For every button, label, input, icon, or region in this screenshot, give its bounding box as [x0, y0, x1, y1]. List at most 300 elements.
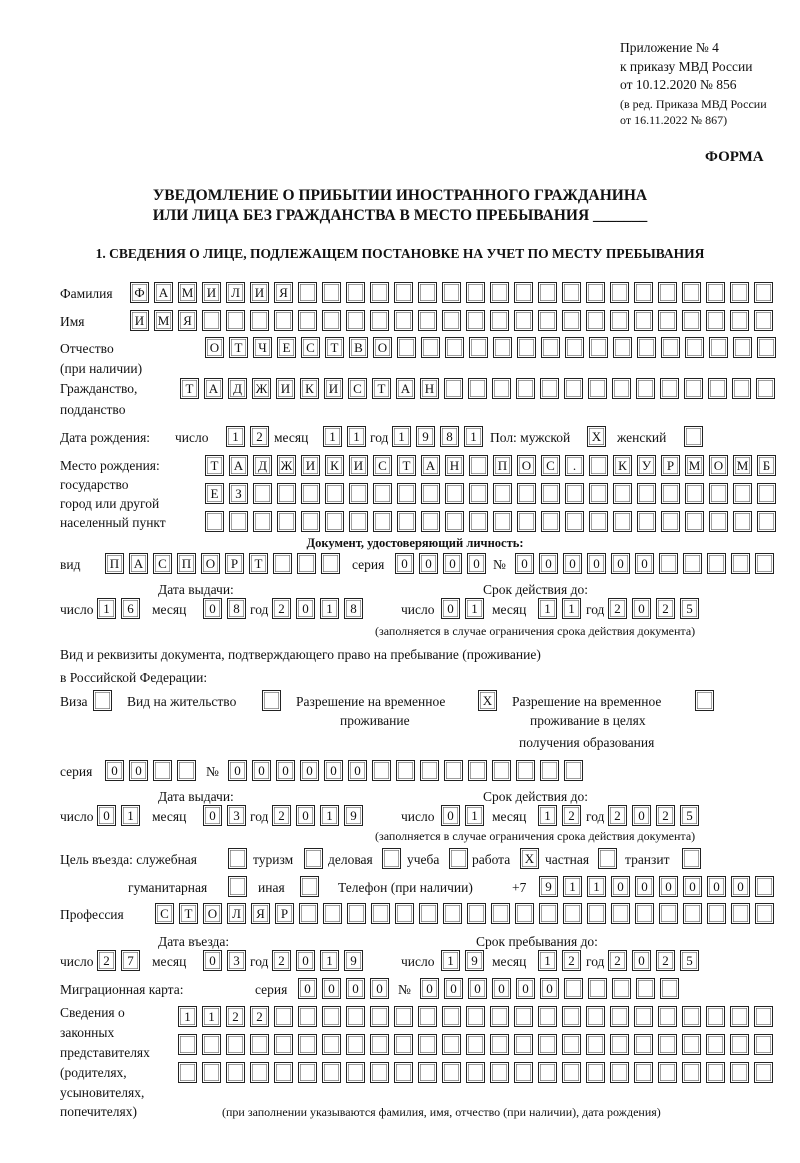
char-box[interactable]: [709, 511, 728, 532]
char-box[interactable]: [733, 337, 752, 358]
char-box[interactable]: 0: [468, 978, 487, 999]
char-box[interactable]: 0: [419, 553, 438, 574]
char-box[interactable]: [397, 511, 416, 532]
char-box[interactable]: [202, 310, 221, 331]
char-box[interactable]: [442, 310, 461, 331]
checkbox-box[interactable]: X: [587, 426, 606, 447]
char-box[interactable]: К: [300, 378, 319, 399]
char-box[interactable]: [588, 378, 607, 399]
residence-permit-checkbox[interactable]: [262, 690, 286, 712]
patronymic-field[interactable]: [205, 337, 781, 359]
char-box[interactable]: 2: [608, 598, 627, 619]
char-box[interactable]: М: [733, 455, 752, 476]
char-box[interactable]: 6: [121, 598, 140, 619]
char-box[interactable]: 1: [587, 876, 606, 897]
issue-year-field[interactable]: [272, 598, 368, 620]
char-box[interactable]: [274, 1006, 293, 1027]
char-box[interactable]: [707, 553, 726, 574]
char-box[interactable]: 1: [323, 426, 342, 447]
char-box[interactable]: [757, 483, 776, 504]
char-box[interactable]: О: [517, 455, 536, 476]
char-box[interactable]: 2: [250, 1006, 269, 1027]
char-box[interactable]: [562, 1006, 581, 1027]
char-box[interactable]: [708, 378, 727, 399]
char-box[interactable]: [445, 483, 464, 504]
char-box[interactable]: [589, 455, 608, 476]
char-box[interactable]: Ф: [130, 282, 149, 303]
char-box[interactable]: И: [349, 455, 368, 476]
char-box[interactable]: [685, 511, 704, 532]
char-box[interactable]: Т: [249, 553, 268, 574]
char-box[interactable]: 0: [203, 598, 222, 619]
char-box[interactable]: 7: [121, 950, 140, 971]
char-box[interactable]: [586, 1062, 605, 1083]
char-box[interactable]: [730, 1006, 749, 1027]
char-box[interactable]: 2: [226, 1006, 245, 1027]
char-box[interactable]: [468, 760, 487, 781]
char-box[interactable]: [538, 1062, 557, 1083]
char-box[interactable]: [298, 282, 317, 303]
purpose-official-checkbox[interactable]: [228, 848, 252, 870]
char-box[interactable]: [493, 337, 512, 358]
char-box[interactable]: [660, 978, 679, 999]
char-box[interactable]: Ж: [277, 455, 296, 476]
char-box[interactable]: 8: [227, 598, 246, 619]
char-box[interactable]: [346, 1034, 365, 1055]
char-box[interactable]: [490, 282, 509, 303]
char-box[interactable]: [661, 511, 680, 532]
char-box[interactable]: 0: [635, 876, 654, 897]
char-box[interactable]: [298, 1062, 317, 1083]
char-box[interactable]: [325, 511, 344, 532]
char-box[interactable]: [731, 903, 750, 924]
representatives-field[interactable]: [178, 1034, 778, 1056]
char-box[interactable]: 2: [608, 805, 627, 826]
char-box[interactable]: 9: [539, 876, 558, 897]
char-box[interactable]: [732, 378, 751, 399]
entry-month-field[interactable]: [203, 950, 251, 972]
valid-year-field[interactable]: [608, 805, 704, 827]
char-box[interactable]: К: [325, 455, 344, 476]
char-box[interactable]: [229, 511, 248, 532]
until-month-field[interactable]: [538, 950, 586, 972]
char-box[interactable]: 0: [97, 805, 116, 826]
char-box[interactable]: З: [229, 483, 248, 504]
char-box[interactable]: Д: [253, 455, 272, 476]
char-box[interactable]: [370, 310, 389, 331]
char-box[interactable]: 0: [611, 553, 630, 574]
char-box[interactable]: [682, 1062, 701, 1083]
char-box[interactable]: [419, 903, 438, 924]
char-box[interactable]: 1: [320, 805, 339, 826]
char-box[interactable]: [612, 978, 631, 999]
char-box[interactable]: [322, 1034, 341, 1055]
char-box[interactable]: 0: [683, 876, 702, 897]
char-box[interactable]: [349, 483, 368, 504]
char-box[interactable]: [610, 310, 629, 331]
char-box[interactable]: [707, 903, 726, 924]
char-box[interactable]: 0: [395, 553, 414, 574]
char-box[interactable]: [370, 1034, 389, 1055]
char-box[interactable]: [466, 1034, 485, 1055]
char-box[interactable]: [274, 310, 293, 331]
char-box[interactable]: Д: [228, 378, 247, 399]
char-box[interactable]: [418, 1006, 437, 1027]
char-box[interactable]: 1: [538, 598, 557, 619]
char-box[interactable]: [274, 1034, 293, 1055]
char-box[interactable]: 1: [178, 1006, 197, 1027]
char-box[interactable]: 1: [563, 876, 582, 897]
char-box[interactable]: [250, 310, 269, 331]
char-box[interactable]: [709, 483, 728, 504]
char-box[interactable]: [514, 1006, 533, 1027]
checkbox-box[interactable]: [262, 690, 281, 711]
char-box[interactable]: [418, 1034, 437, 1055]
char-box[interactable]: 0: [659, 876, 678, 897]
char-box[interactable]: [659, 903, 678, 924]
char-box[interactable]: 1: [226, 426, 245, 447]
char-box[interactable]: [492, 378, 511, 399]
purpose-other-checkbox[interactable]: [300, 876, 324, 898]
char-box[interactable]: [371, 903, 390, 924]
char-box[interactable]: [589, 511, 608, 532]
char-box[interactable]: [301, 483, 320, 504]
entry-year-field[interactable]: [272, 950, 368, 972]
char-box[interactable]: 0: [420, 978, 439, 999]
char-box[interactable]: [659, 553, 678, 574]
char-box[interactable]: У: [637, 455, 656, 476]
char-box[interactable]: 0: [611, 876, 630, 897]
char-box[interactable]: 0: [516, 978, 535, 999]
char-box[interactable]: [370, 282, 389, 303]
char-box[interactable]: 0: [467, 553, 486, 574]
char-box[interactable]: 0: [539, 553, 558, 574]
checkbox-box[interactable]: [93, 690, 112, 711]
char-box[interactable]: [613, 511, 632, 532]
char-box[interactable]: [373, 511, 392, 532]
char-box[interactable]: [466, 310, 485, 331]
char-box[interactable]: [733, 511, 752, 532]
char-box[interactable]: [323, 903, 342, 924]
char-box[interactable]: [610, 1006, 629, 1027]
char-box[interactable]: А: [421, 455, 440, 476]
char-box[interactable]: [587, 903, 606, 924]
char-box[interactable]: [709, 337, 728, 358]
char-box[interactable]: [346, 1062, 365, 1083]
char-box[interactable]: А: [154, 282, 173, 303]
char-box[interactable]: [469, 511, 488, 532]
char-box[interactable]: [421, 511, 440, 532]
stay-series-field[interactable]: [105, 760, 201, 782]
char-box[interactable]: 1: [441, 950, 460, 971]
char-box[interactable]: [682, 310, 701, 331]
char-box[interactable]: [610, 1034, 629, 1055]
char-box[interactable]: [685, 337, 704, 358]
char-box[interactable]: 1: [97, 598, 116, 619]
char-box[interactable]: [466, 282, 485, 303]
char-box[interactable]: [610, 1062, 629, 1083]
char-box[interactable]: А: [396, 378, 415, 399]
char-box[interactable]: 0: [540, 978, 559, 999]
char-box[interactable]: [755, 553, 774, 574]
char-box[interactable]: 2: [272, 950, 291, 971]
char-box[interactable]: [754, 282, 773, 303]
char-box[interactable]: [564, 978, 583, 999]
char-box[interactable]: 5: [680, 950, 699, 971]
char-box[interactable]: 0: [632, 950, 651, 971]
char-box[interactable]: 1: [320, 598, 339, 619]
char-box[interactable]: 0: [296, 805, 315, 826]
char-box[interactable]: [321, 553, 340, 574]
char-box[interactable]: Т: [325, 337, 344, 358]
char-box[interactable]: [202, 1062, 221, 1083]
char-box[interactable]: [586, 310, 605, 331]
char-box[interactable]: И: [324, 378, 343, 399]
char-box[interactable]: [394, 1034, 413, 1055]
char-box[interactable]: 1: [202, 1006, 221, 1027]
char-box[interactable]: [394, 1006, 413, 1027]
char-box[interactable]: [637, 337, 656, 358]
valid-month-field[interactable]: [538, 805, 586, 827]
char-box[interactable]: Т: [372, 378, 391, 399]
birth-month-field[interactable]: [323, 426, 371, 448]
issue-year-field[interactable]: [272, 805, 368, 827]
char-box[interactable]: [562, 1034, 581, 1055]
char-box[interactable]: [586, 1034, 605, 1055]
char-box[interactable]: [730, 1062, 749, 1083]
char-box[interactable]: [538, 1006, 557, 1027]
char-box[interactable]: [539, 903, 558, 924]
char-box[interactable]: [565, 511, 584, 532]
birth-day-field[interactable]: [226, 426, 274, 448]
char-box[interactable]: [178, 1062, 197, 1083]
char-box[interactable]: Ч: [253, 337, 272, 358]
char-box[interactable]: [538, 310, 557, 331]
char-box[interactable]: [706, 282, 725, 303]
char-box[interactable]: 2: [608, 950, 627, 971]
char-box[interactable]: [253, 483, 272, 504]
char-box[interactable]: Е: [277, 337, 296, 358]
char-box[interactable]: 0: [635, 553, 654, 574]
doc-type-field[interactable]: [105, 553, 345, 575]
char-box[interactable]: [273, 553, 292, 574]
char-box[interactable]: Т: [179, 903, 198, 924]
char-box[interactable]: [493, 511, 512, 532]
char-box[interactable]: [588, 978, 607, 999]
char-box[interactable]: [370, 1062, 389, 1083]
char-box[interactable]: [517, 483, 536, 504]
char-box[interactable]: [253, 511, 272, 532]
char-box[interactable]: [658, 1006, 677, 1027]
char-box[interactable]: [322, 310, 341, 331]
char-box[interactable]: 1: [320, 950, 339, 971]
char-box[interactable]: [635, 903, 654, 924]
char-box[interactable]: [514, 310, 533, 331]
char-box[interactable]: 2: [272, 598, 291, 619]
purpose-humanitarian-checkbox[interactable]: [228, 876, 252, 898]
char-box[interactable]: [467, 903, 486, 924]
name-field[interactable]: [130, 310, 778, 332]
char-box[interactable]: Т: [205, 455, 224, 476]
char-box[interactable]: 1: [392, 426, 411, 447]
checkbox-box[interactable]: [300, 876, 319, 897]
birthplace-field[interactable]: [205, 455, 781, 477]
char-box[interactable]: М: [154, 310, 173, 331]
visa-checkbox[interactable]: [93, 690, 117, 712]
char-box[interactable]: О: [201, 553, 220, 574]
char-box[interactable]: Я: [251, 903, 270, 924]
char-box[interactable]: 2: [656, 805, 675, 826]
char-box[interactable]: [226, 310, 245, 331]
checkbox-box[interactable]: [382, 848, 401, 869]
char-box[interactable]: С: [301, 337, 320, 358]
char-box[interactable]: [325, 483, 344, 504]
char-box[interactable]: В: [349, 337, 368, 358]
char-box[interactable]: [445, 511, 464, 532]
checkbox-box[interactable]: [228, 876, 247, 897]
char-box[interactable]: И: [202, 282, 221, 303]
doc-number-field[interactable]: [515, 553, 779, 575]
stay-number-field[interactable]: [228, 760, 588, 782]
char-box[interactable]: 0: [441, 598, 460, 619]
char-box[interactable]: [634, 1006, 653, 1027]
char-box[interactable]: 1: [465, 805, 484, 826]
char-box[interactable]: [418, 1062, 437, 1083]
char-box[interactable]: К: [613, 455, 632, 476]
char-box[interactable]: [634, 282, 653, 303]
char-box[interactable]: [394, 310, 413, 331]
char-box[interactable]: [397, 483, 416, 504]
char-box[interactable]: 1: [465, 598, 484, 619]
char-box[interactable]: [658, 282, 677, 303]
char-box[interactable]: О: [709, 455, 728, 476]
char-box[interactable]: [658, 1062, 677, 1083]
char-box[interactable]: [298, 310, 317, 331]
char-box[interactable]: 0: [515, 553, 534, 574]
char-box[interactable]: 0: [441, 805, 460, 826]
char-box[interactable]: [611, 903, 630, 924]
valid-day-field[interactable]: [441, 805, 489, 827]
char-box[interactable]: [493, 483, 512, 504]
checkbox-box[interactable]: [682, 848, 701, 869]
char-box[interactable]: 0: [105, 760, 124, 781]
char-box[interactable]: 2: [562, 805, 581, 826]
char-box[interactable]: 2: [272, 805, 291, 826]
char-box[interactable]: [515, 903, 534, 924]
char-box[interactable]: П: [493, 455, 512, 476]
char-box[interactable]: [420, 760, 439, 781]
until-day-field[interactable]: [441, 950, 489, 972]
char-box[interactable]: П: [177, 553, 196, 574]
char-box[interactable]: [637, 511, 656, 532]
char-box[interactable]: [636, 978, 655, 999]
char-box[interactable]: С: [155, 903, 174, 924]
char-box[interactable]: [442, 1006, 461, 1027]
char-box[interactable]: [443, 903, 462, 924]
char-box[interactable]: 1: [347, 426, 366, 447]
char-box[interactable]: [445, 337, 464, 358]
char-box[interactable]: [612, 378, 631, 399]
char-box[interactable]: [754, 1006, 773, 1027]
char-box[interactable]: [394, 1062, 413, 1083]
char-box[interactable]: А: [129, 553, 148, 574]
char-box[interactable]: Л: [227, 903, 246, 924]
char-box[interactable]: [755, 876, 774, 897]
issue-day-field[interactable]: [97, 598, 145, 620]
char-box[interactable]: М: [178, 282, 197, 303]
char-box[interactable]: [490, 310, 509, 331]
char-box[interactable]: 9: [465, 950, 484, 971]
char-box[interactable]: [586, 1006, 605, 1027]
char-box[interactable]: [299, 903, 318, 924]
char-box[interactable]: И: [130, 310, 149, 331]
char-box[interactable]: [346, 310, 365, 331]
char-box[interactable]: [540, 378, 559, 399]
char-box[interactable]: [490, 1034, 509, 1055]
char-box[interactable]: [757, 511, 776, 532]
checkbox-box[interactable]: [695, 690, 714, 711]
char-box[interactable]: [394, 282, 413, 303]
purpose-study-checkbox[interactable]: [449, 848, 473, 870]
char-box[interactable]: [469, 455, 488, 476]
char-box[interactable]: И: [276, 378, 295, 399]
char-box[interactable]: [442, 1062, 461, 1083]
char-box[interactable]: [661, 337, 680, 358]
char-box[interactable]: [658, 1034, 677, 1055]
char-box[interactable]: [538, 282, 557, 303]
char-box[interactable]: [153, 760, 172, 781]
char-box[interactable]: 0: [731, 876, 750, 897]
char-box[interactable]: 9: [416, 426, 435, 447]
birthplace-field[interactable]: [205, 483, 781, 505]
char-box[interactable]: 0: [296, 598, 315, 619]
char-box[interactable]: [684, 378, 703, 399]
char-box[interactable]: Р: [225, 553, 244, 574]
birth-year-field[interactable]: [392, 426, 488, 448]
representatives-field[interactable]: [178, 1006, 778, 1028]
purpose-business-checkbox[interactable]: [382, 848, 406, 870]
char-box[interactable]: А: [229, 455, 248, 476]
char-box[interactable]: [660, 378, 679, 399]
char-box[interactable]: 1: [121, 805, 140, 826]
valid-month-field[interactable]: [538, 598, 586, 620]
char-box[interactable]: [538, 1034, 557, 1055]
char-box[interactable]: [491, 903, 510, 924]
checkbox-box[interactable]: [304, 848, 323, 869]
char-box[interactable]: [444, 378, 463, 399]
char-box[interactable]: Л: [226, 282, 245, 303]
char-box[interactable]: [469, 483, 488, 504]
char-box[interactable]: [490, 1062, 509, 1083]
char-box[interactable]: 0: [587, 553, 606, 574]
char-box[interactable]: [634, 1062, 653, 1083]
char-box[interactable]: 0: [370, 978, 389, 999]
birthplace-field[interactable]: [205, 511, 781, 533]
purpose-work-checkbox[interactable]: [520, 848, 544, 870]
char-box[interactable]: С: [541, 455, 560, 476]
char-box[interactable]: [589, 337, 608, 358]
migration-number-field[interactable]: [420, 978, 684, 1000]
char-box[interactable]: [517, 337, 536, 358]
char-box[interactable]: [277, 511, 296, 532]
checkbox-box[interactable]: X: [520, 848, 539, 869]
char-box[interactable]: [514, 282, 533, 303]
checkbox-box[interactable]: [684, 426, 703, 447]
valid-year-field[interactable]: [608, 598, 704, 620]
char-box[interactable]: [277, 483, 296, 504]
char-box[interactable]: Р: [661, 455, 680, 476]
char-box[interactable]: [226, 1034, 245, 1055]
